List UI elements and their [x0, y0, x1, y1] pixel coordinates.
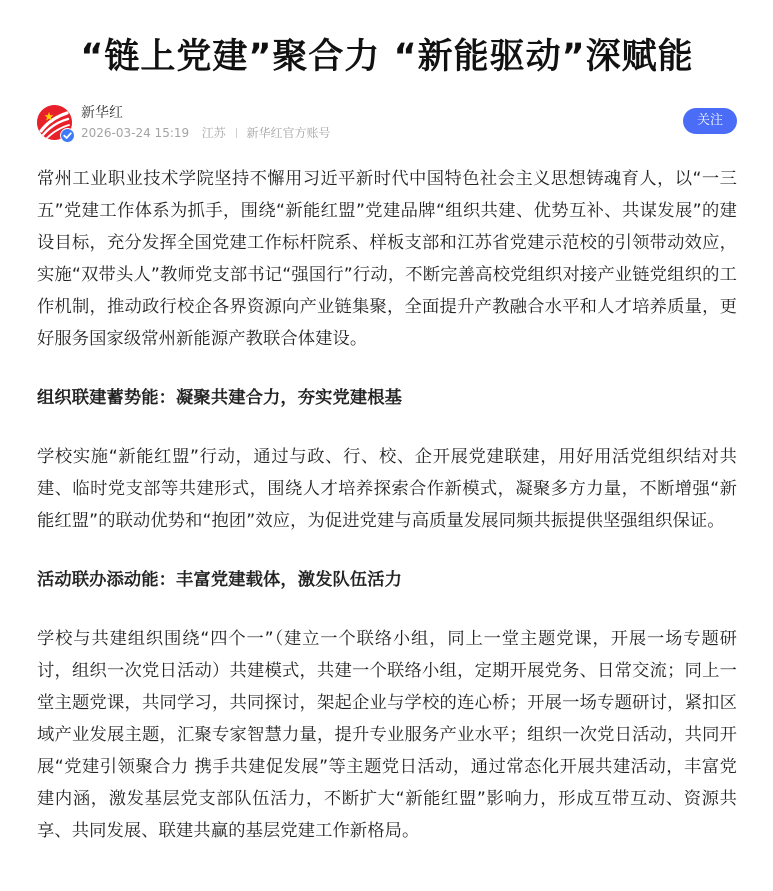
- account-type: 新华红官方账号: [246, 126, 331, 140]
- author-name[interactable]: 新华红: [81, 105, 123, 121]
- publish-location: 江苏: [201, 126, 226, 140]
- section-paragraph: 学校与共建组织围绕“四个一”（建立一个联络小组，同上一堂主题党课，开展一场专题研讨，组织一次党日活动）共建模式，共建一个联络小组，定期开展党务、日常交流；同上一堂主题党课，共同学习，共同探讨，架起企业与学校的连心桥；开展一场专题研讨，紧扣区域产业发展主题，汇聚专家智慧力量，提升专业服务产业水平；组织一次党日活动，共同开展“党建引领聚合力 携手共建促发展”等主题党日活动，通过常态化开展共建活动，丰富党建内涵，激发基层党支部队伍活力，不断扩大“新能红盟”影响力，形成互带互动、资源共享、共同发展、联建共赢的基层党建工作新格局。: [37, 629, 737, 841]
- publish-datetime: 2026-03-24 15:19: [81, 126, 190, 140]
- intro-paragraph: 常州工业职业技术学院坚持不懈用习近平新时代中国特色社会主义思想铸魂育人，以“一三五”党建工作体系为抓手，围绕“新能红盟”党建品牌“组织共建、优势互补、共谋发展”的建设目标，充分发挥全国党建工作标杆院系、样板支部和江苏省党建示范校的引领带动效应，实施“双带头人”教师党支部书记“强国行”行动，不断完善高校党组织对接产业链党组织的工作机制，推动政行校企各界资源向产业链集聚，全面提升产教融合水平和人才培养质量，更好服务国家级常州新能源产教联合体建设。: [37, 169, 737, 349]
- article-meta: [81, 125, 330, 141]
- section-heading: 组织联建蓄势能：凝聚共建合力，夯实党建根基: [37, 388, 403, 408]
- verified-check-icon: [60, 128, 75, 143]
- article-body: [37, 163, 737, 847]
- article-title: “链上党建”聚合力 “新能驱动”深赋能: [80, 37, 694, 77]
- section-heading: 活动联办添动能：丰富党建载体，激发队伍活力: [37, 570, 403, 590]
- author-bar: [37, 105, 737, 145]
- section-paragraph: 学校实施“新能红盟”行动，通过与政、行、校、企开展党建联建，用好用活党组织结对共建、临时党支部等共建形式，围绕人才培养探索合作新模式，凝聚多方力量，不断增强“新能红盟”的联动优势和“抱团”效应，为促进党建与高质量发展同频共振提供坚强组织保证。: [37, 447, 737, 531]
- follow-button[interactable]: 关注: [683, 108, 737, 134]
- meta-divider: [236, 128, 237, 138]
